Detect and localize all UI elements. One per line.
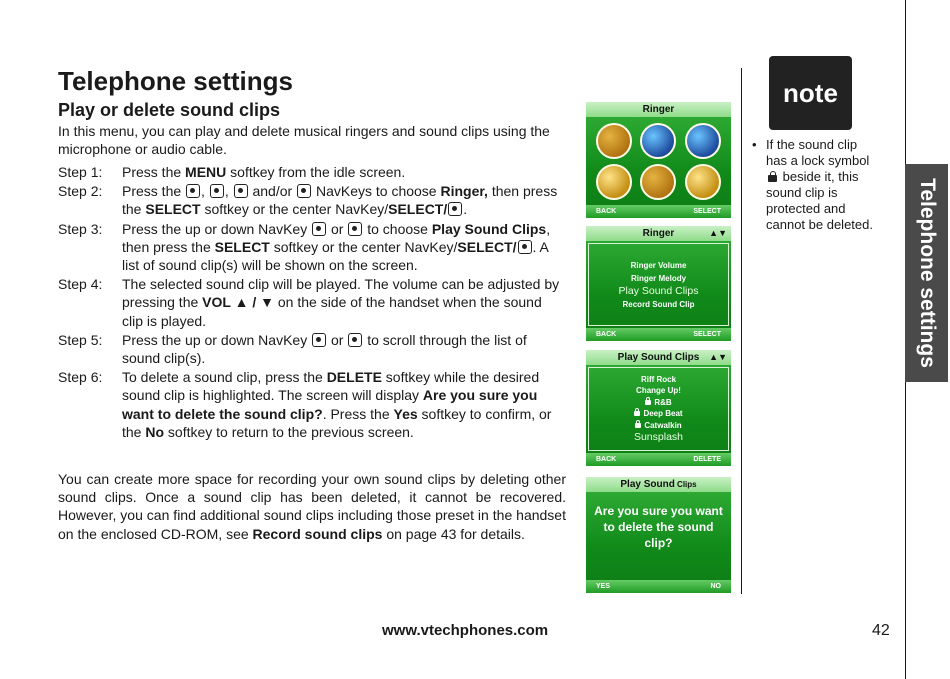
- lock-icon: [634, 411, 640, 416]
- screen-softkeys: [586, 328, 731, 341]
- screen-softkeys: [586, 580, 731, 593]
- step-text: Press the , , and/or NavKeys to choose Ringer, then press the SELECT softkey or the center NavKey/SELECT/ .: [122, 183, 558, 218]
- lock-icon: [768, 175, 777, 182]
- step-text: Press the MENU softkey from the idle screen.: [122, 164, 406, 180]
- side-tab-label: Telephone settings: [915, 178, 939, 368]
- step-label: Step 5:: [58, 331, 103, 348]
- navkey-left-icon: [234, 184, 248, 198]
- page-title: Telephone settings: [58, 66, 293, 96]
- navkey-up-icon: [312, 333, 326, 347]
- scroll-arrows-icon: ▲▼: [709, 228, 727, 238]
- screen-list: [588, 243, 729, 326]
- screen-ringer-menu: [586, 226, 731, 341]
- step-text: To delete a sound clip, press the DELETE softkey while the desired sound clip is highlighted. The screen will display Are you sure you want to delete the sound clip?. Press the Yes softkey to confirm, or the No softkey to return to the previous screen.: [122, 369, 552, 440]
- step-2: [58, 182, 566, 218]
- step-label: Step 2:: [58, 183, 103, 200]
- envelope-icon: [685, 164, 721, 200]
- outro-paragraph: You can create more space for recording your own sound clips by deleting other sound clips. Once a sound clip has been deleted, it cannot be recovered. However, you can find additional sound clips including those preset in the handset on the enclosed CD-ROM, see Record sound clips on page 43 for details.: [58, 471, 566, 542]
- step-5: [58, 331, 566, 367]
- confirm-message: Are you sure you want to delete the sound clip?: [594, 504, 723, 550]
- column-divider: [741, 68, 742, 594]
- settings-icon: [596, 164, 632, 200]
- list-item: Catwalkin: [635, 420, 681, 432]
- list-item: Riff Rock: [640, 374, 677, 384]
- navkey-right-icon: [297, 184, 311, 198]
- bullet: •: [752, 137, 757, 152]
- scroll-arrows-icon: ▲▼: [709, 352, 727, 362]
- screen-delete-confirm: [586, 477, 731, 593]
- softkey-delete: DELETE: [693, 456, 721, 463]
- handset-icon: [640, 164, 676, 200]
- step-6: [58, 368, 566, 441]
- step-text: The selected sound clip will be played. The volume can be adjusted by pressing the VOL ▲ / ▼ on the side of the handset when the sound clip is played.: [122, 276, 560, 329]
- ringer-icon-grid: [594, 122, 723, 200]
- intro-paragraph: In this menu, you can play and delete musical ringers and sound clips using the microphone or audio cable.: [58, 123, 550, 157]
- screen-title: Ringer: [586, 102, 731, 117]
- softkey-no: NO: [710, 583, 721, 590]
- globe-icon: [640, 123, 676, 159]
- step-label: Step 1:: [58, 164, 103, 180]
- softkey-select: SELECT: [693, 331, 721, 338]
- softkey-back: BACK: [596, 208, 617, 215]
- step-label: Step 6:: [58, 369, 103, 386]
- list-item: R&B: [645, 397, 671, 409]
- navkey-center-icon: [518, 240, 532, 254]
- navkey-down-icon: [348, 222, 362, 236]
- screen-title: Play Sound Clips ▲▼: [586, 350, 731, 365]
- step-text: Press the up or down NavKey or to scroll through the list of sound clip(s).: [122, 331, 527, 367]
- screen-title: Play Sound Clips: [586, 477, 731, 492]
- screen-list: [588, 367, 729, 451]
- section-subtitle: Play or delete sound clips: [58, 100, 281, 120]
- step-4: [58, 275, 566, 330]
- navkey-up-icon: [186, 184, 200, 198]
- step-1: [58, 163, 566, 181]
- list-item: Deep Beat: [634, 408, 682, 420]
- screen-title: Ringer ▲▼: [586, 226, 731, 241]
- step-label: Step 4:: [58, 276, 103, 293]
- step-label: Step 3:: [58, 220, 103, 237]
- list-item: Ringer Volume: [630, 260, 687, 270]
- navkey-down-icon: [348, 333, 362, 347]
- list-item: Record Sound Clip: [622, 299, 695, 309]
- screen-ringer-icons: [586, 102, 731, 218]
- lock-icon: [635, 423, 641, 428]
- side-tab: [905, 164, 948, 382]
- list-item: Change Up!: [636, 386, 681, 396]
- page-number: 42: [872, 622, 890, 639]
- screen-sound-clips: [586, 350, 731, 466]
- step-text: Press the up or down NavKey or to choose Play Sound Clips, then press the SELECT softkey or the center NavKey/SELECT/ . A list of sound clip(s) will be shown on the screen.: [122, 220, 551, 274]
- note-badge: note: [769, 56, 852, 130]
- music-note-icon: [685, 123, 721, 159]
- list-item-selected: Sunsplash: [633, 431, 684, 444]
- steps-list: [58, 163, 566, 442]
- screen-softkeys: [586, 453, 731, 466]
- navkey-center-icon: [448, 202, 462, 216]
- screen-softkeys: [586, 205, 731, 218]
- lock-icon: [645, 400, 651, 405]
- footer-url: www.vtechphones.com: [382, 622, 549, 639]
- softkey-yes: YES: [596, 583, 611, 590]
- navkey-down-icon: [210, 184, 224, 198]
- softkey-back: BACK: [596, 331, 617, 338]
- list-item-selected: Play Sound Clips: [618, 284, 699, 297]
- step-3: [58, 220, 566, 275]
- softkey-back: BACK: [596, 456, 617, 463]
- softkey-select: SELECT: [693, 208, 721, 215]
- navkey-up-icon: [312, 222, 326, 236]
- phonebook-icon: [596, 123, 632, 159]
- note-text: • If the sound clip has a lock symbol beside it, this sound clip is protected and cannot be deleted.: [752, 137, 873, 232]
- list-item: Ringer Melody: [630, 273, 687, 283]
